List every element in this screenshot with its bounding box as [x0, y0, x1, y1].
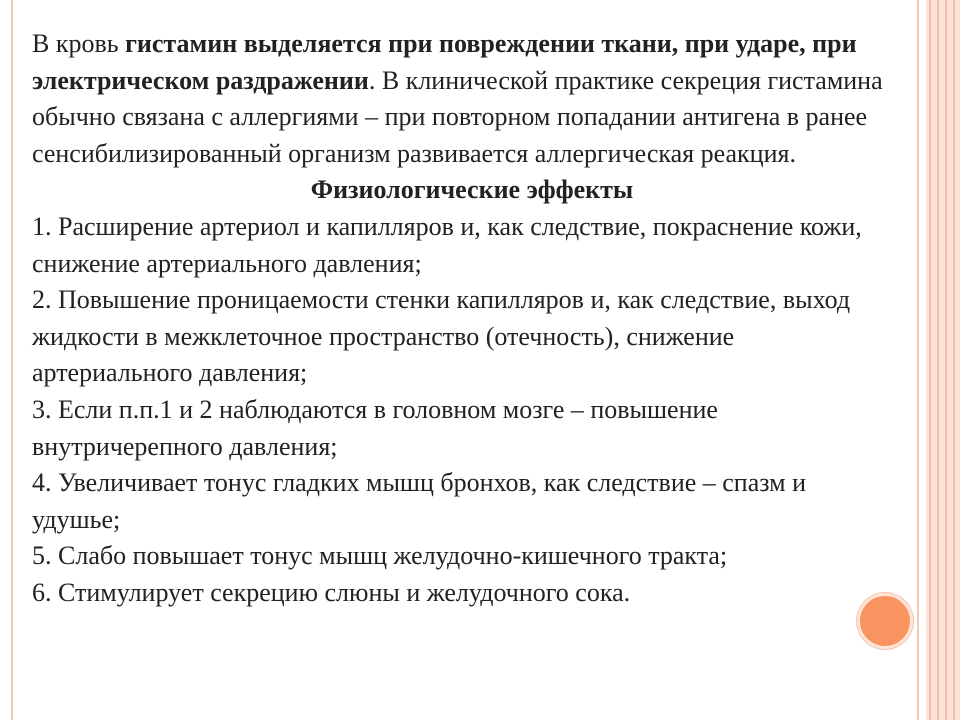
intro-text-start: В кровь — [32, 29, 126, 58]
intro-text-end: . В клинической практике секреция гистамина обычно связана с аллергиями – при повторном попадании антигена в ранее сенсибилизированный организм развивается аллергическая реакция. — [32, 65, 883, 168]
effect-item-6: 6. Стимулирует секрецию слюны и желудочного сока. — [32, 577, 631, 607]
effect-item-2: 2. Повышение проницаемости стенки капилляров и, как следствие, выход жидкости в межклеточное пространство (отечность), снижение артериального давления; — [32, 285, 851, 388]
decorative-circle — [857, 593, 913, 649]
effect-item-5: 5. Слабо повышает тонус мышц желудочно-кишечного тракта; — [32, 541, 728, 571]
effect-item-1: 1. Расширение артериол и капилляров и, как следствие, покраснение кожи, снижение артериального давления; — [32, 211, 862, 278]
intro-bold-text: гистамин выделяется при повреждении ткани, при ударе, при электрическом раздражении — [32, 29, 857, 95]
effect-item-4: 4. Увеличивает тонус гладких мышц бронхов, как следствие – спазм и удушье; — [32, 468, 807, 534]
decorative-stripes — [926, 0, 960, 720]
effect-item-3: 3. Если п.п.1 и 2 наблюдаются в головном мозге – повышение внутричерепного давления; — [32, 394, 718, 461]
intro-paragraph — [32, 26, 892, 172]
slide-content — [32, 26, 892, 612]
section-heading: Физиологические эффекты — [310, 175, 634, 205]
